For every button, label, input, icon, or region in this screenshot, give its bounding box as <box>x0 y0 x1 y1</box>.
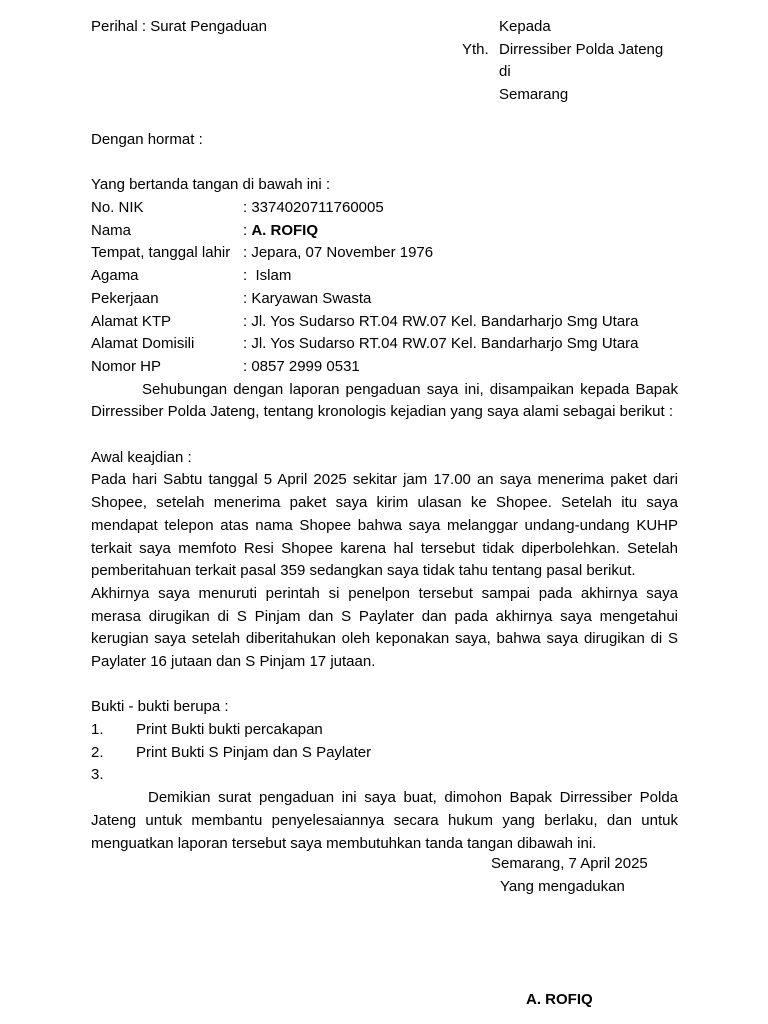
list-text: Print Bukti S Pinjam dan S Paylater <box>136 743 372 761</box>
signature-name: A. ROFIQ <box>526 991 593 1008</box>
field-label: Agama <box>91 267 139 285</box>
recipient-name: Dirressiber Polda Jateng <box>499 41 664 58</box>
field-value: : Islam <box>243 267 292 285</box>
evidence-heading: Bukti - bukti berupa : <box>91 698 229 716</box>
field-label: No. NIK <box>91 199 144 217</box>
field-value: : 3374020711760005 <box>243 199 384 217</box>
identity-table <box>91 197 678 379</box>
field-label: Alamat KTP <box>91 312 172 330</box>
identity-row-birth <box>91 242 678 265</box>
identity-row-nik <box>91 197 678 220</box>
list-item <box>91 764 678 787</box>
field-label: Nama <box>91 221 132 239</box>
list-item <box>91 742 678 765</box>
identity-row-phone <box>91 356 678 379</box>
field-label: Nomor HP <box>91 357 162 375</box>
list-number: 2. <box>91 743 104 761</box>
list-number: 1. <box>91 721 104 739</box>
list-number: 3. <box>91 766 104 784</box>
identity-row-address-domicile <box>91 333 678 356</box>
evidence-list <box>91 719 678 787</box>
field-value: : Jl. Yos Sudarso RT.04 RW.07 Kel. Bandarharjo Smg Utara <box>243 312 639 330</box>
opening-paragraph: Sehubungan dengan laporan pengaduan saya ini, disampaikan kepada Bapak Dirressiber Polda Jateng, tentang kronologis kejadian yang saya alami sebagai berikut : <box>91 380 678 421</box>
chronology-paragraph-2: Akhirnya saya menuruti perintah si penelpon tersebut sampai pada akhirnya saya merasa dirugikan di S Pinjam dan S Paylater dan pada akhirnya saya mengetahui kerugian saya setelah diberitahukan oleh keponakan saya, bahwa saya dirugikan di S Paylater 16 jutaan dan S Pinjam 17 jutaan. <box>91 584 678 671</box>
subject-line: Perihal : Surat Pengaduan <box>91 18 267 35</box>
identity-row-religion <box>91 265 678 288</box>
field-value: : Jepara, 07 November 1976 <box>243 244 434 262</box>
list-item <box>91 719 678 742</box>
chronology-heading: Awal keajdian : <box>91 448 192 466</box>
closing-paragraph: Demikian surat pengaduan ini saya buat, dimohon Bapak Dirressiber Polda Jateng untuk membantu penyelesaiannya secara hukum yang berlaku, dan untuk menguatkan laporan tersebut saya membutuhkan tanda tangan dibawah ini. <box>91 789 678 852</box>
recipient-city: Semarang <box>499 86 569 103</box>
letter-body <box>91 129 678 855</box>
field-label: Alamat Domisili <box>91 335 195 353</box>
field-value <box>243 220 318 243</box>
identity-row-name <box>91 220 678 243</box>
field-value: : Jl. Yos Sudarso RT.04 RW.07 Kel. Bandarharjo Smg Utara <box>243 335 639 353</box>
signature-role: Yang mengadukan <box>500 878 625 895</box>
field-value-prefix: : <box>243 221 252 239</box>
yth-label: Yth. <box>462 41 489 58</box>
field-value: : 0857 2999 0531 <box>243 357 360 375</box>
field-label: Pekerjaan <box>91 289 159 307</box>
to-label: Kepada <box>499 18 551 35</box>
field-value-name: A. ROFIQ <box>251 221 319 239</box>
greeting: Dengan hormat : <box>91 131 203 148</box>
signature-place-date: Semarang, 7 April 2025 <box>491 855 648 872</box>
identity-row-address-ktp <box>91 311 678 334</box>
field-label: Tempat, tanggal lahir <box>91 244 231 262</box>
recipient-di: di <box>499 63 511 80</box>
list-text: Print Bukti bukti percakapan <box>136 721 323 739</box>
chronology-paragraph-1: Pada hari Sabtu tanggal 5 April 2025 sekitar jam 17.00 an saya menerima paket dari Shopee, setelah menerima paket saya kirim ulasan ke Shopee. Setelah itu saya mendapat telepon atas nama Shopee bahwa saya melanggar undang-undang KUHP terkait saya memfoto Resi Shopee karena hal tersebut tidak diperbolehkan. Setelah pemberitahuan terkait pasal 359 sedangkan saya tidak tahu tentang pasal berikut. <box>91 471 678 580</box>
field-value: : Karyawan Swasta <box>243 289 372 307</box>
intro-line: Yang bertanda tangan di bawah ini : <box>91 176 331 194</box>
identity-row-occupation <box>91 288 678 311</box>
